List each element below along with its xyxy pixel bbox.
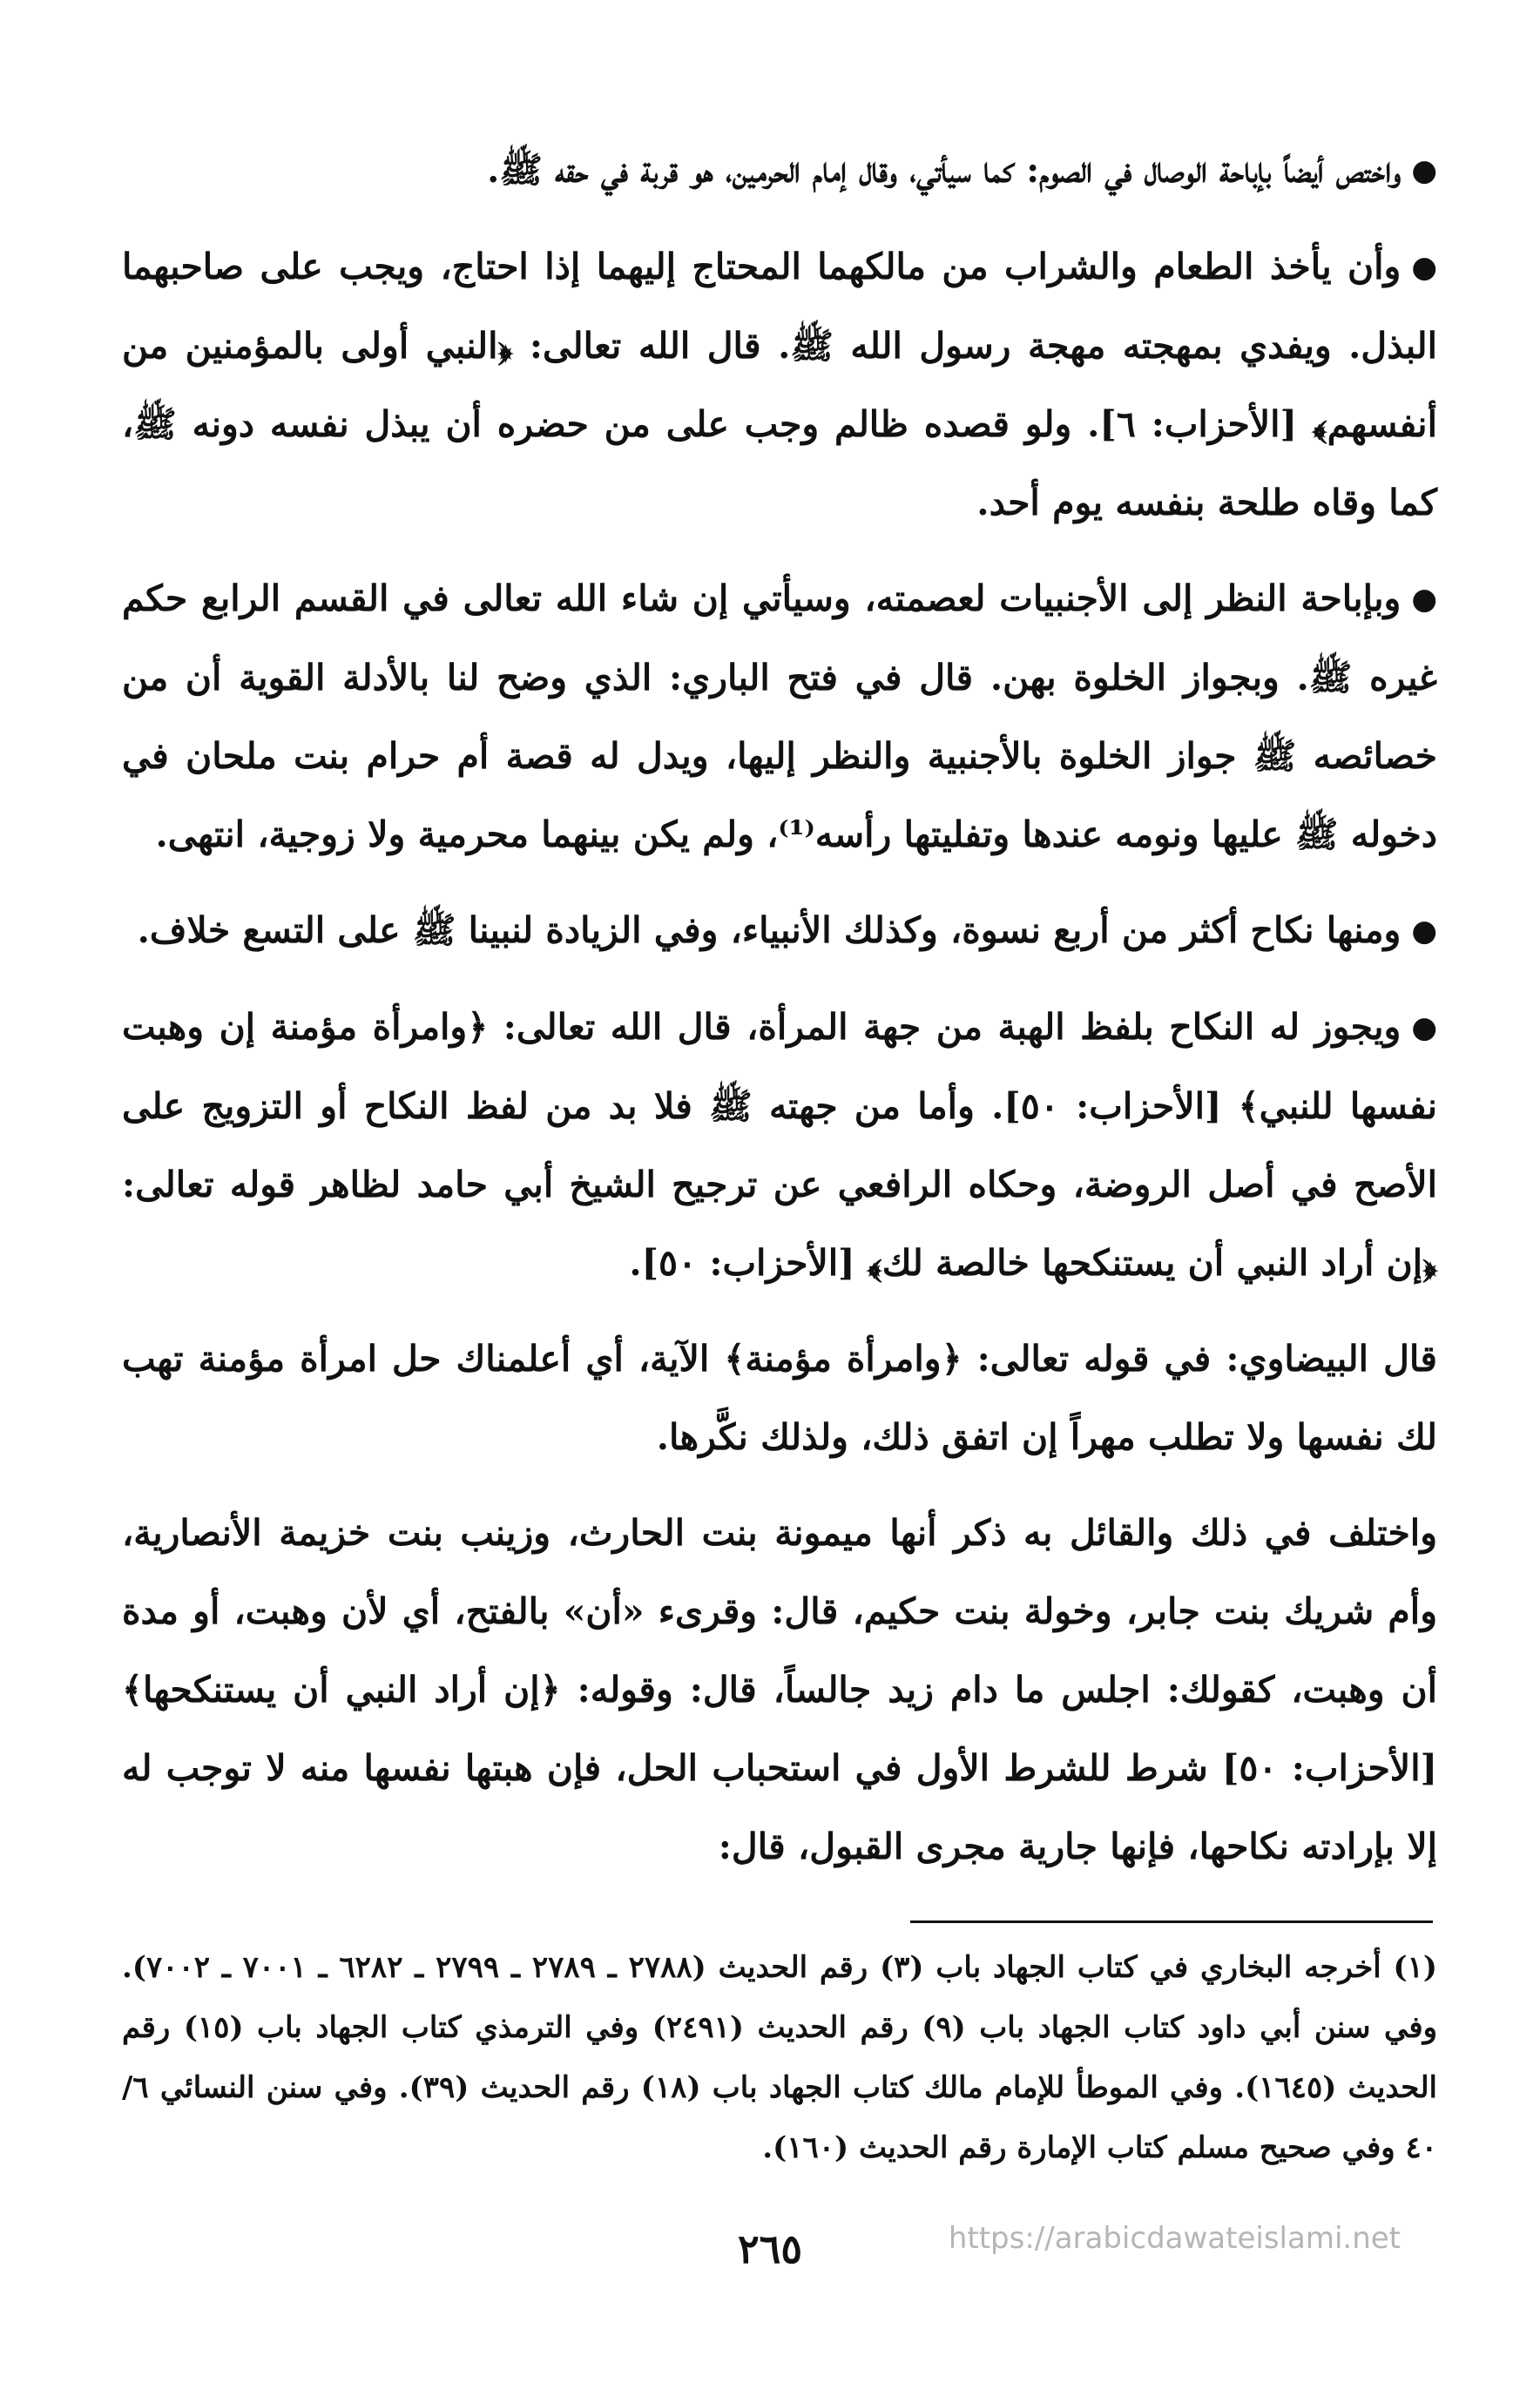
paragraph-baydawi xyxy=(122,1320,1437,1476)
paragraph-text: وأن يأخذ الطعام والشراب من مالكهما المحتاج إليهما إذا احتاج، ويجب على صاحبهما البذل. ويفدي بمهجته مهجة رسول الله ﷺ. قال الله تعالى: ﴿النبي أولى بالمؤمنين من أنفسهم﴾ [الأحزاب: ٦]. ولو قصده ظالم وجب على من حضره أن يبذل نفسه دونه ﷺ، كما وقاه طلحة بنفسه يوم أحد. xyxy=(122,246,1437,523)
bullet-icon: ● xyxy=(1411,1010,1437,1045)
page-number: ٢٦٥ xyxy=(737,2225,803,2272)
paragraph-text: قال البيضاوي: في قوله تعالى: ﴿وامرأة مؤمنة﴾ الآية، أي أعلمناك حل امرأة مؤمنة تهب لك نفسها ولا تطلب مهراً إن اتفق ذلك، ولذلك نكَّرها. xyxy=(122,1338,1437,1458)
footnotes xyxy=(122,1938,1437,2178)
paragraph-ikhtilaf xyxy=(122,1494,1437,1886)
watermark-url: https://arabicdawateislami.net xyxy=(948,2221,1401,2256)
paragraph-wisal xyxy=(122,131,1437,210)
paragraph-text: ويجوز له النكاح بلفظ الهبة من جهة المرأة، قال الله تعالى: ﴿وامرأة مؤمنة إن وهبت نفسها للنبي﴾ [الأحزاب: ٥٠]. وأما من جهته ﷺ فلا بد من لفظ النكاح أو التزويج على الأصح في أصل الروضة، وحكاه الرافعي عن ترجيح الشيخ أبي حامد لظاهر قوله تعالى: ﴿إن أراد النبي أن يستنكحها خالصة لك﴾ [الأحزاب: ٥٠]. xyxy=(122,1006,1437,1284)
paragraph-text: وبإباحة النظر إلى الأجنبيات لعصمته، وسيأتي إن شاء الله تعالى في القسم الرابع حكم غيره ﷺ. وبجواز الخلوة بهن. قال في فتح الباري: الذي وضح لنا بالأدلة القوية أن من خصائصه ﷺ جواز الخلوة بالأجنبية والنظر إليها، ويدل له قصة أم حرام بنت ملحان في دخوله ﷺ عليها ونومه عندها وتفليتها رأسه⁽¹⁾، ولم يكن بينهما محرمية ولا زوجية، انتهى. xyxy=(122,577,1437,855)
bullet-icon: ● xyxy=(1411,153,1437,188)
bullet-icon: ● xyxy=(1411,250,1437,285)
paragraph-text: واختص أيضاً بإباحة الوصال في الصوم: كما سيأتي، وقال إمام الحرمين، هو قربة في حقه ﷺ. xyxy=(487,149,1402,191)
paragraph-hiba xyxy=(122,988,1437,1302)
paragraph-nikah-count xyxy=(122,891,1437,970)
paragraph-text: واختلف في ذلك والقائل به ذكر أنها ميمونة بنت الحارث، وزينب بنت خزيمة الأنصارية، وأم شريك بنت جابر، وخولة بنت حكيم، قال: وقرىء «أن» بالفتح، أي لأن وهبت، أو مدة أن وهبت، كقولك: اجلس ما دام زيد جالساً، قال: وقوله: ﴿إن أراد النبي أن يستنكحها﴾ [الأحزاب: ٥٠] شرط للشرط الأول في استحباب الحل، فإن هبتها نفسها منه لا توجب له إلا بإرادته نكاحها، فإنها جارية مجرى القبول، قال: xyxy=(122,1512,1437,1867)
footnote-1: (١) أخرجه البخاري في كتاب الجهاد باب (٣) رقم الحديث (٢٧٨٨ ـ ٢٧٨٩ ـ ٢٧٩٩ ـ ٦٢٨٢ ـ ٧٠٠١ ـ ٧٠٠٢). وفي سنن أبي داود كتاب الجهاد باب (٩) رقم الحديث (٢٤٩١) وفي الترمذي كتاب الجهاد باب (١٥) رقم الحديث (١٦٤٥). وفي الموطأ للإمام مالك كتاب الجهاد باب (١٨) رقم الحديث (٣٩). وفي سنن النسائي ٦/ ٤٠ وفي صحيح مسلم كتاب الإمارة رقم الحديث (١٦٠). xyxy=(122,1950,1438,2165)
main-text xyxy=(122,131,1437,1903)
footnote-divider xyxy=(910,1920,1433,1923)
paragraph-text: ومنها نكاح أكثر من أربع نسوة، وكذلك الأنبياء، وفي الزيادة لنبينا ﷺ على التسع خلاف. xyxy=(137,909,1402,951)
bullet-icon: ● xyxy=(1411,582,1437,617)
paragraph-nazar xyxy=(122,559,1437,874)
paragraph-food-drink xyxy=(122,227,1437,542)
bullet-icon: ● xyxy=(1411,914,1437,948)
